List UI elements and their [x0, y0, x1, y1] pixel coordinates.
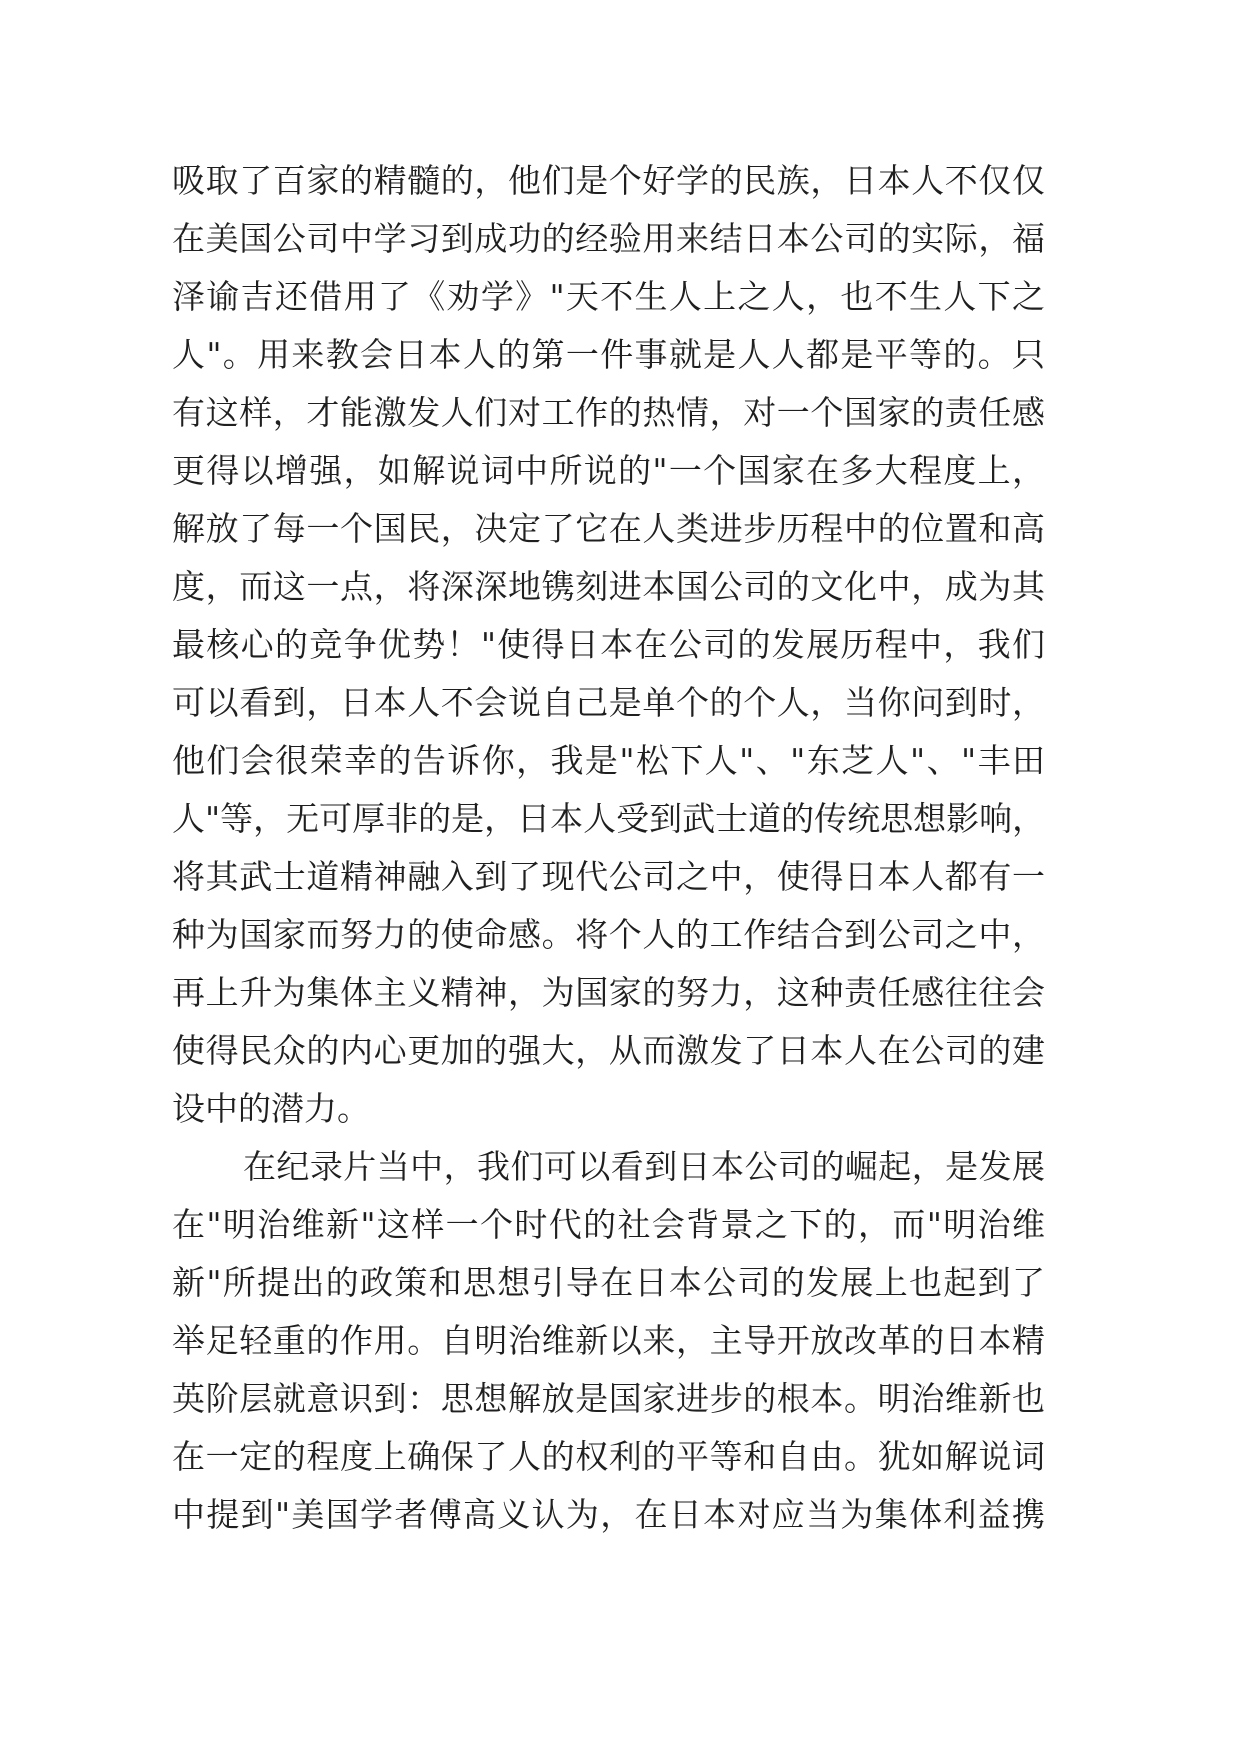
text-line: 英阶层就意识到：思想解放是国家进步的根本。明治维新也	[172, 1379, 1045, 1418]
text-line: 最核心的竞争优势！"使得日本在公司的发展历程中，我们	[172, 625, 1045, 664]
text-block	[172, 152, 1045, 1544]
text-line: 他们会很荣幸的告诉你，我是"松下人"、"东芝人"、"丰田	[172, 741, 1045, 780]
text-line: 人"等，无可厚非的是，日本人受到武士道的传统思想影响，	[172, 799, 1046, 838]
text-line: 在纪录片当中，我们可以看到日本公司的崛起，是发展	[242, 1147, 1045, 1186]
text-line: 在"明治维新"这样一个时代的社会背景之下的，而"明治维	[172, 1205, 1045, 1244]
paragraph-2	[172, 1138, 1045, 1544]
text-line: 举足轻重的作用。自明治维新以来，主导开放改革的日本精	[172, 1321, 1045, 1360]
text-line: 有这样，才能激发人们对工作的热情，对一个国家的责任感	[172, 393, 1045, 432]
text-line: 使得民众的内心更加的强大，从而激发了日本人在公司的建	[172, 1031, 1045, 1070]
paragraph-1	[172, 152, 1045, 1138]
text-line: 吸取了百家的精髓的，他们是个好学的民族，日本人不仅仅	[172, 161, 1045, 200]
text-line: 在美国公司中学习到成功的经验用来结日本公司的实际，福	[172, 219, 1045, 258]
text-line: 将其武士道精神融入到了现代公司之中，使得日本人都有一	[172, 857, 1045, 896]
text-line: 设中的潜力。	[172, 1089, 370, 1128]
text-line: 人"。用来教会日本人的第一件事就是人人都是平等的。只	[172, 335, 1045, 374]
text-line: 在一定的程度上确保了人的权利的平等和自由。犹如解说词	[172, 1437, 1045, 1476]
text-line: 再上升为集体主义精神，为国家的努力，这种责任感往往会	[172, 973, 1045, 1012]
text-line: 可以看到，日本人不会说自己是单个的个人，当你问到时，	[172, 683, 1045, 722]
text-line: 解放了每一个国民，决定了它在人类进步历程中的位置和高	[172, 509, 1045, 548]
text-line: 中提到"美国学者傅高义认为，在日本对应当为集体利益携	[172, 1495, 1045, 1534]
text-line: 更得以增强，如解说词中所说的"一个国家在多大程度上，	[172, 451, 1045, 490]
text-line: 种为国家而努力的使命感。将个人的工作结合到公司之中，	[172, 915, 1045, 954]
text-line: 泽谕吉还借用了《劝学》"天不生人上之人，也不生人下之	[172, 277, 1045, 316]
text-line: 新"所提出的政策和思想引导在日本公司的发展上也起到了	[172, 1263, 1045, 1302]
text-line: 度，而这一点，将深深地镌刻进本国公司的文化中，成为其	[172, 567, 1045, 606]
